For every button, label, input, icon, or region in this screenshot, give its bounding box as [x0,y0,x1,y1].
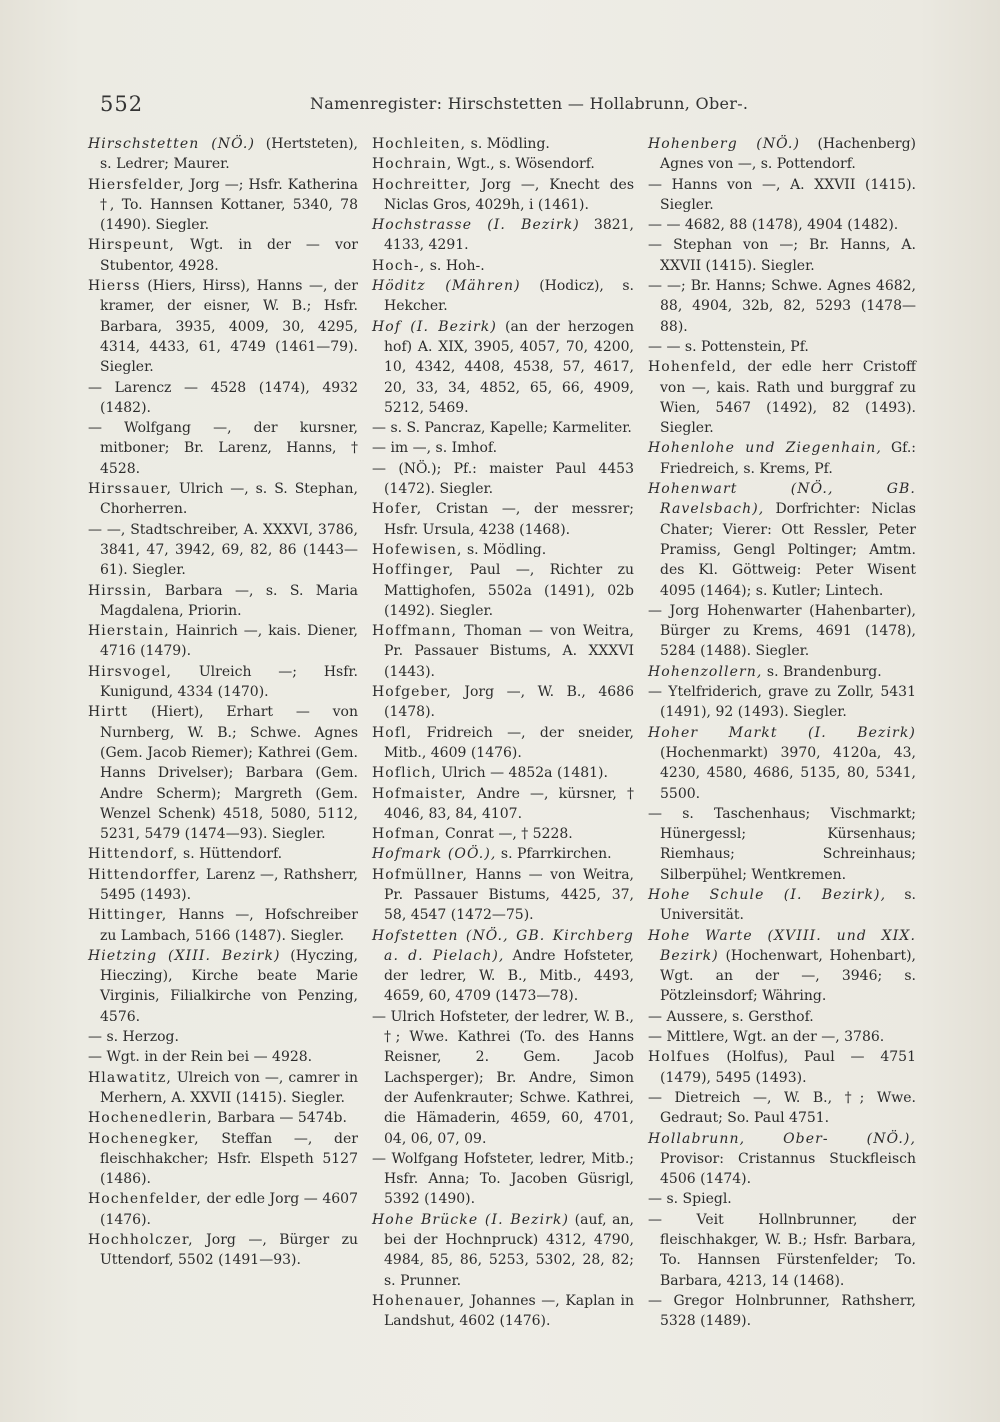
entry-text: Andre —, kürsner, † 4046, 83, 84, 4107. [384,785,634,822]
index-entry [372,560,634,621]
index-entry [648,662,916,682]
index-entry [88,844,358,864]
entry-text: — s. S. Pancraz, Kapelle; Karmeliter. [372,420,632,437]
entry-headword: Hietzing (XIII. Bezirk) [88,947,281,964]
column-middle [372,134,634,1332]
index-entry [648,682,916,723]
entry-headword: Hirtt [88,704,129,721]
index-entry [648,438,916,479]
entry-text: Ulrich —, s. S. Stephan, Chorherren. [100,481,358,518]
entry-text: — Ytelfriderich, grave zu Zollr, 5431 (1491), 92 (1493). Siegler. [648,684,916,721]
entry-headword: Hohenfeld, [648,359,738,376]
entry-text: — Wolfgang Hofsteter, ledrer, Mitb.; Hsfr. Anna; To. Jacoben Güsrigl, 5392 (1490). [372,1150,634,1208]
entry-text: Steffan —, der fleischhakcher; Hsfr. Elspeth 5127 (1486). [100,1130,358,1188]
index-entry [88,702,358,844]
entry-text: — — 4682, 88 (1478), 4904 (1482). [648,217,899,234]
index-entry [88,946,358,1027]
index-entry [372,926,634,1007]
entry-headword: Hochenedlerin, [88,1110,213,1127]
entry-text: — Wgt. in der Rein bei — 4928. [88,1049,313,1066]
entry-text: 3821, 4133, 4291. [384,217,634,254]
index-entry [648,1129,916,1190]
index-entry [648,337,916,357]
entry-text: Provisor: Cristannus Stuckfleisch 4506 (1474). [660,1150,916,1188]
entry-text: — (NÖ.); Pf.: maister Paul 4453 (1472). Siegler. [372,460,634,498]
entry-headword: Hohe Brücke (I. Bezirk) [372,1211,570,1228]
index-entry [648,215,916,235]
index-entry [88,662,358,703]
entry-headword: Hoher Markt (I. Bezirk) [648,724,916,741]
entry-text: — Mittlere, Wgt. an der —, 3786. [648,1029,885,1046]
index-entry [372,215,634,256]
entry-text: Hanns — von Weitra, Pr. Passauer Bistums, 4425, 37, 58, 4547 (1472—75). [384,866,634,924]
entry-text: Johannes —, Kaplan in Landshut, 4602 (1476). [384,1292,634,1330]
index-entry [372,175,634,216]
index-entry [88,621,358,662]
entry-headword: Hofmaister, [372,785,467,802]
index-entry [648,276,916,337]
entry-headword: Hochholczer, [88,1232,194,1249]
entry-text: (Hiert), Erhart — von Nurnberg, W. B.; Schwe. Agnes (Gem. Jacob Riemer); Kathrei (Gem. Hanns Drivelser); Barbara (Gem. Andre Scherm); Margreth (Gem. Wenzel Schenk) 4518, 5080, 5112, 5231, 5479 (1474—93). Siegler. [100,704,358,843]
entry-text: Ulrich — 4852a (1481). [436,765,608,782]
entry-text: Dorfrichter: Niclas Chater; Vierer: Ott Ressler, Peter Pramiss, Gengl Poltinger; Amtm. des Kl. Göttweig: Peter Wisent 4095 (1464); s. Kutler; Lintech. [660,501,916,599]
index-entry [372,723,634,764]
entry-text: (Hochenwart, Hohenbart), Wgt. an der —, 3946; s. Pötzleinsdorf; Währing. [660,947,916,1005]
entry-text: s. Universität. [660,886,916,924]
entry-text: Ulreich —; Hsfr. Kunigund, 4334 (1470). [100,663,358,701]
entry-text: Paul —, Richter zu Mattighofen, 5502a (1491), 02b (1492). Siegler. [384,562,634,619]
index-entry [88,581,358,622]
entry-text: — Stephan von —; Br. Hanns, A. XXVII (1415). Siegler. [648,237,916,274]
entry-text: der edle herr Cristoff von —, kais. Rath und burggraf zu Wien, 5467 (1492), 82 (1493). Siegler. [660,359,916,437]
entry-headword: Hirssin, [88,582,153,599]
entry-headword: Hofgeber, [372,684,452,701]
entry-headword: Hittinger, [88,907,168,924]
entry-headword: Hlawatitz, [88,1069,172,1086]
column-right [648,134,916,1332]
entry-headword: Hochstrasse (I. Bezirk) [372,217,580,234]
index-entry [372,459,634,500]
index-entry [648,357,916,438]
entry-headword: Hochenegker, [88,1130,200,1147]
entry-text: Wgt., s. Wösendorf. [452,156,595,173]
index-entry [88,1068,358,1109]
entry-headword: Hoffmann, [372,623,458,640]
entry-text: — —, Stadtschreiber, A. XXXVI, 3786, 3841, 47, 3942, 69, 82, 86 (1443—61). Siegler. [88,521,358,579]
entry-text: Jorg —, Bürger zu Uttendorf, 5502 (1491—93). [100,1232,358,1269]
entry-text: (auf, an, bei der Hochnpruck) 4312, 4790, 4984, 85, 86, 5253, 5302, 28, 82; s. Prunner. [384,1211,634,1289]
index-entry [648,885,916,926]
index-entry [648,723,916,804]
index-entry [372,844,634,864]
entry-text: Fridreich —, der sneider, Mitb., 4609 (1476). [384,724,634,761]
entry-text: Larenz —, Rathsherr, 5495 (1493). [100,866,358,903]
entry-headword: Hofman, [372,826,441,843]
entry-headword: Hollabrunn, Ober- (NÖ.), [648,1130,916,1147]
entry-headword: Hohenwart (NÖ., GB. Ravelsbach), [648,481,916,518]
entry-text: — im —, s. Imhof. [372,440,498,457]
entry-headword: Hofmüllner, [372,866,469,883]
index-entry [648,479,916,601]
entry-text: (Hachenberg) Agnes von —, s. Pottendorf. [660,136,916,173]
entry-headword: Hoffinger, [372,562,455,579]
index-entry [88,479,358,520]
entry-text: — Dietreich —, W. B., †; Wwe. Gedraut; So. Paul 4751. [648,1089,916,1127]
entry-text: — s. Spiegl. [648,1191,732,1208]
entry-headword: Hirssauer, [88,481,173,498]
entry-text: — Hanns von —, A. XXVII (1415). Siegler. [648,176,916,213]
page-header [100,92,900,122]
entry-headword: Hoch-, [372,257,426,274]
entry-text: Wgt. in der — vor Stubentor, 4928. [100,237,358,274]
entry-text: — Veit Hollnbrunner, der fleischhakger, W. B.; Hsfr. Barbara, To. Hannsen Fürstenfelder; To. Barbara, 4213, 14 (1468). [648,1211,916,1289]
entry-text: Hanns —, Hofschreiber zu Lambach, 5166 (1487). Siegler. [100,907,358,944]
index-entry [372,499,634,540]
entry-text: Barbara —, s. S. Maria Magdalena, Priorin. [100,582,358,619]
entry-headword: Hittendorffer, [88,866,201,883]
entry-text: der edle Jorg — 4607 (1476). [100,1191,358,1228]
entry-text: Jorg —, W. B., 4686 (1478). [384,684,634,721]
index-entry [372,134,634,154]
entry-text: s. Hüttendorf. [178,846,283,863]
entry-text: — Ulrich Hofsteter, der ledrer, W. B., †; Wwe. Kathrei (To. des Hanns Reisner, 2. Gem. Jacob Lachsperger); Br. Andre, Simon der Aufenkrauter; Schwe. Kathrei, die Hämaderin, 4659, 60, 4701, 04, 06, 07, 09. [372,1008,634,1147]
index-entry [648,601,916,662]
entry-text: — Larencz — 4528 (1474), 4932 (1482). [88,379,358,416]
entry-headword: Hofewisen, [372,541,463,558]
index-entry [88,235,358,276]
entry-text: (Hochenmarkt) 3970, 4120a, 43, 4230, 4580, 4686, 5135, 80, 5341, 5500. [660,744,916,802]
index-entry [372,763,634,783]
index-entry [88,378,358,419]
entry-headword: Hof (I. Bezirk) [372,318,497,335]
index-entry [372,1149,634,1210]
index-entry [648,1291,916,1332]
index-entry [88,520,358,581]
entry-headword: Hofer, [372,501,423,518]
index-entry [88,134,358,175]
entry-text: Jorg —, Knecht des Niclas Gros, 4029h, i (1461). [384,176,634,213]
entry-headword: Hirspeunt, [88,237,175,254]
index-entry [372,540,634,560]
entry-headword: Hofstetten (NÖ., GB. Kirchberg a. d. Pielach), [372,927,634,964]
index-entry [648,1210,916,1291]
entry-text: — s. Herzog. [88,1029,179,1046]
index-entry [372,256,634,276]
entry-text: Jorg —; Hsfr. Katherina †, To. Hannsen Kottaner, 5340, 78 (1490). Siegler. [100,176,358,234]
index-entry [648,1027,916,1047]
index-entry [88,1027,358,1047]
entry-headword: Hofmark (OÖ.), [372,846,497,863]
index-entry [88,865,358,906]
index-entry [372,1007,634,1149]
index-entry [372,824,634,844]
entry-headword: Hoflich, [372,765,437,782]
page-number: 552 [100,92,144,116]
entry-headword: Hohenauer, [372,1292,466,1309]
entry-headword: Hiersfelder, [88,176,185,193]
index-entry [648,175,916,216]
entry-text: — — s. Pottenstein, Pf. [648,338,809,355]
entry-headword: Hirschstetten (NÖ.) [88,136,256,152]
entry-text: Cristan —, der messrer; Hsfr. Ursula, 4238 (1468). [384,501,634,538]
index-entry [372,1210,634,1291]
entry-headword: Hohenzollern, [648,663,763,680]
column-left [88,134,358,1271]
entry-headword: Hohe Schule (I. Bezirk), [648,886,887,903]
entry-headword: Hochenfelder, [88,1191,202,1208]
entry-text: s. Mödling. [466,136,550,152]
entry-headword: Höditz (Mähren) [372,278,521,295]
index-entry [372,682,634,723]
entry-headword: Hohenberg (NÖ.) [648,136,801,152]
entry-text: s. Hoh-. [425,257,485,274]
index-entry [88,1047,358,1067]
index-entry [648,804,916,885]
entry-text: (an der herzogen hof) A. XIX, 3905, 4057, 70, 4200, 10, 4342, 4408, 4538, 57, 4617, 20, 33, 34, 4852, 65, 66, 4909, 5212, 5469. [384,318,634,416]
entry-text: — Gregor Holnbrunner, Rathsherr, 5328 (1489). [648,1292,916,1330]
index-entry [88,1189,358,1230]
index-entry [88,1230,358,1271]
entry-headword: Hochleiten, [372,136,467,152]
entry-text: Hainrich —, kais. Diener, 4716 (1479). [100,623,358,660]
entry-text: — Jorg Hohenwarter (Hahenbarter), Bürger zu Krems, 4691 (1478), 5284 (1488). Siegler. [648,602,916,660]
entry-text: s. Mödling. [462,541,547,558]
index-entry [648,134,916,175]
index-entry [88,905,358,946]
entry-headword: Holfues [648,1049,711,1066]
entry-text: s. Brandenburg. [762,663,882,680]
index-entry [372,276,634,317]
index-entry [372,865,634,926]
entry-text: (Hyczing, Hieczing), Kirche beate Marie Virginis, Filialkirche von Penzing, 4576. [100,947,359,1025]
entry-text: Thoman — von Weitra, Pr. Passauer Bistums, A. XXXVI (1443). [384,623,634,680]
entry-headword: Hofl, [372,724,413,741]
entry-text: (Hertsteten), s. Ledrer; Maurer. [100,136,358,173]
index-entry [372,438,634,458]
entry-text: — Wolfgang —, der kursner, mitboner; Br. Larenz, Hanns, † 4528. [88,420,358,477]
index-entry [88,1129,358,1190]
index-entry [648,1189,916,1209]
entry-text: Conrat —, † 5228. [440,826,573,843]
entry-text: — s. Taschenhaus; Vischmarkt; Hünergessl; Kürsenhaus; Riemhaus; Schreinhaus; Silberpühel; Wentkremen. [648,805,916,883]
index-entry [372,154,634,174]
entry-headword: Hierss [88,278,141,295]
entry-text: — —; Br. Hanns; Schwe. Agnes 4682, 88, 4904, 32b, 82, 5293 (1478—88). [648,278,916,335]
entry-text: — Aussere, s. Gersthof. [648,1008,814,1025]
entry-text: Barbara — 5474b. [212,1110,347,1127]
index-entry [648,1047,916,1088]
entry-text: s. Pfarrkirchen. [496,846,612,863]
index-entry [648,235,916,276]
index-entry [648,1007,916,1027]
index-entry [372,317,634,418]
index-entry [372,784,634,825]
index-entry [88,175,358,236]
index-entry [648,1088,916,1129]
index-entry [372,418,634,438]
entry-headword: Hohenlohe und Ziegenhain, [648,440,882,457]
index-entry [372,621,634,682]
index-entry [88,1108,358,1128]
entry-text: Andre Hofsteter, der ledrer, W. B., Mitb., 4493, 4659, 60, 4709 (1473—78). [384,947,634,1005]
running-title: Namenregister: Hirschstetten — Hollabrunn, Ober-. [310,94,749,113]
entry-text: (Hodicz), s. Hekcher. [384,278,634,315]
index-entry [88,418,358,479]
index-entry [648,926,916,1007]
entry-headword: Hohe Warte (XVIII. und XIX. Bezirk) [648,927,916,964]
index-entry [88,276,358,377]
entry-headword: Hittendorf, [88,846,179,863]
entry-headword: Hierstain, [88,623,170,640]
entry-text: (Holfus), Paul — 4751 (1479), 5495 (1493). [660,1049,916,1086]
index-entry [372,1291,634,1332]
entry-text: (Hiers, Hirss), Hanns —, der kramer, der eisner, W. B.; Hsfr. Barbara, 3935, 4009, 30, 4295, 4314, 4433, 61, 4749 (1461—79). Siegler. [100,278,358,376]
entry-text: Ulreich von —, camrer in Merhern, A. XXVII (1415). Siegler. [100,1069,358,1106]
entry-headword: Hirsvogel, [88,663,173,680]
entry-text: Gf.: Friedreich, s. Krems, Pf. [660,440,917,477]
entry-headword: Hochrain, [372,156,453,173]
entry-headword: Hochreitter, [372,176,472,193]
